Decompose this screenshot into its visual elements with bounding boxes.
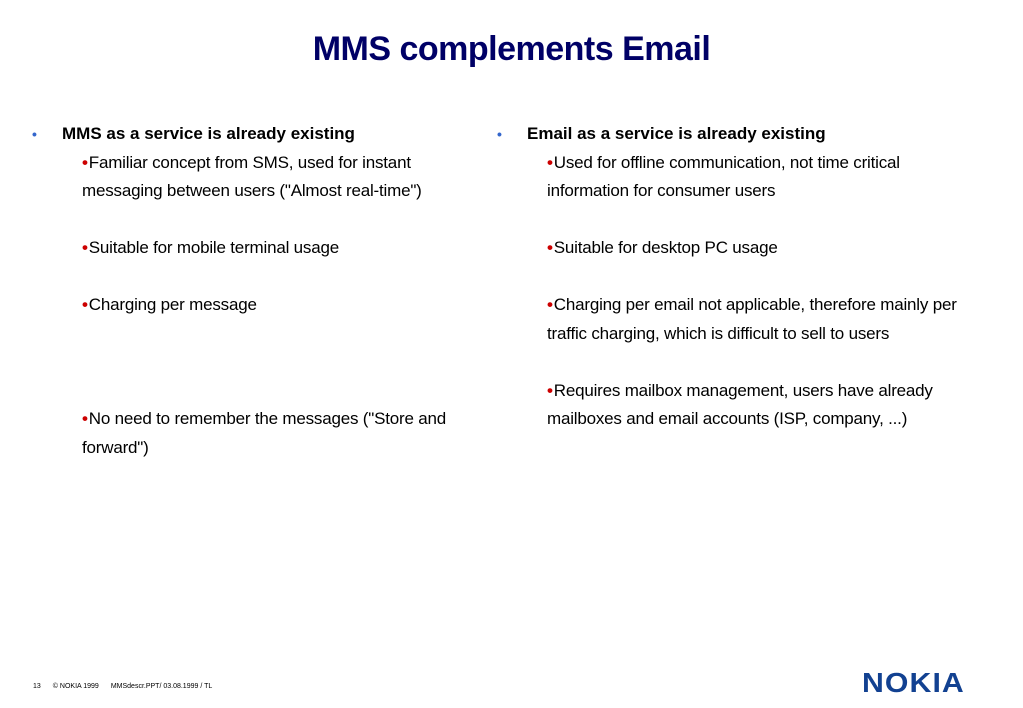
bullet-icon: • bbox=[497, 126, 502, 142]
slide-footer bbox=[33, 683, 224, 690]
right-heading bbox=[497, 120, 967, 149]
right-point-text: Suitable for desktop PC usage bbox=[553, 238, 778, 257]
left-point-text: No need to remember the messages ("Store and forward") bbox=[82, 409, 447, 457]
left-column bbox=[32, 120, 482, 462]
left-point-text: Suitable for mobile terminal usage bbox=[88, 238, 339, 257]
right-point-3 bbox=[497, 291, 967, 348]
bullet-icon: • bbox=[547, 152, 553, 172]
bullet-icon: • bbox=[32, 126, 37, 142]
nokia-logo: NOKIA bbox=[862, 667, 965, 698]
page-number: 13 bbox=[33, 683, 41, 690]
copyright: © NOKIA 1999 bbox=[52, 683, 99, 690]
slide-title: MMS complements Email bbox=[312, 30, 711, 68]
bullet-icon: • bbox=[82, 238, 88, 257]
left-point-3 bbox=[32, 291, 482, 320]
left-point-text: Familiar concept from SMS, used for instant messaging between users ("Almost real-time") bbox=[82, 152, 422, 200]
left-heading bbox=[32, 120, 482, 149]
right-point-4 bbox=[497, 377, 967, 434]
left-point-1 bbox=[32, 149, 482, 206]
right-point-text: Requires mailbox management, users have already mailboxes and email accounts (ISP, company, ...) bbox=[547, 380, 933, 428]
right-column bbox=[497, 120, 967, 434]
right-point-1 bbox=[497, 149, 967, 206]
bullet-icon: • bbox=[82, 295, 88, 314]
right-heading-text: Email as a service is already existing bbox=[527, 124, 826, 143]
bullet-icon: • bbox=[82, 409, 88, 428]
right-point-text: Used for offline communication, not time critical information for consumer users bbox=[547, 152, 900, 200]
left-point-4 bbox=[32, 405, 482, 462]
bullet-icon: • bbox=[82, 152, 88, 172]
left-point-text: Charging per message bbox=[88, 295, 257, 314]
file-info: MMSdescr.PPT/ 03.08.1999 / TL bbox=[110, 683, 213, 690]
left-heading-text: MMS as a service is already existing bbox=[62, 124, 355, 143]
right-point-2 bbox=[497, 234, 967, 263]
left-point-2 bbox=[32, 234, 482, 263]
bullet-icon: • bbox=[547, 238, 553, 257]
bullet-icon: • bbox=[547, 295, 553, 314]
bullet-icon: • bbox=[547, 380, 553, 400]
right-point-text: Charging per email not applicable, therefore mainly per traffic charging, which is difficult to sell to users bbox=[547, 295, 957, 343]
